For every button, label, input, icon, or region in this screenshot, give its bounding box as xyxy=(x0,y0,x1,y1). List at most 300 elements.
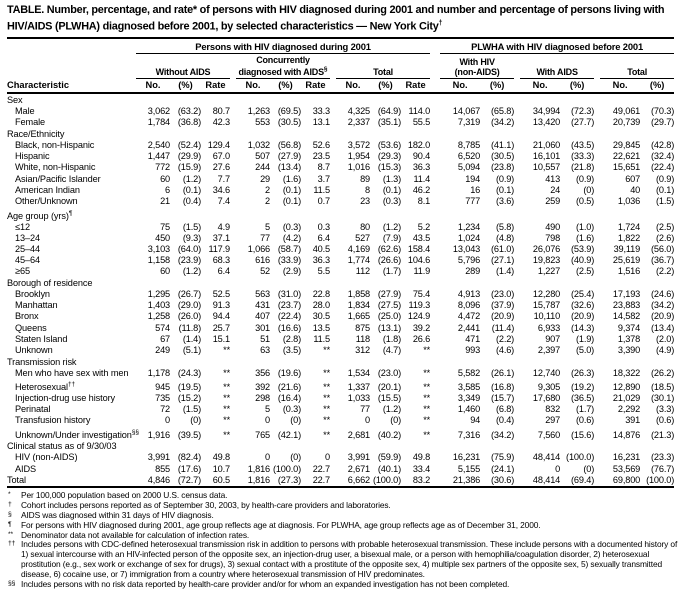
data-cell: 1,447 xyxy=(147,151,170,162)
row-label-cell xyxy=(7,393,131,404)
data-cell: (0.3) xyxy=(282,404,301,415)
data-cell: 18,322 xyxy=(612,367,641,378)
data-cell: 945 xyxy=(155,381,170,392)
table-row xyxy=(7,174,674,185)
column-gap xyxy=(430,323,440,334)
data-cell: 1,227 xyxy=(537,266,561,277)
table-row xyxy=(7,233,674,244)
section-header-row xyxy=(7,128,674,140)
data-cell: (22.4) xyxy=(651,162,675,173)
column-subgroup-label: Concurrently xyxy=(256,55,310,66)
data-cell: (1.2) xyxy=(182,266,201,277)
row-label-cell xyxy=(7,427,140,441)
data-cell: (30.6) xyxy=(491,474,515,485)
data-cell: 11.5 xyxy=(313,184,330,195)
row-label: HIV (non-AIDS) xyxy=(15,452,78,463)
column-gap xyxy=(430,106,440,117)
data-cell: 5,094 xyxy=(457,162,481,173)
data-cell: 413 xyxy=(545,173,561,184)
row-label-cell xyxy=(7,140,131,151)
column-subgroup-label: (non-AIDS) xyxy=(454,67,500,78)
column-subgroup-label: Total xyxy=(627,67,648,78)
table-row xyxy=(7,255,674,266)
data-cell: ** xyxy=(223,344,230,355)
data-cell: 68.3 xyxy=(212,255,230,266)
data-cell: (2.5) xyxy=(575,266,595,277)
footnote-marker: † xyxy=(8,500,12,508)
data-cell: 14,067 xyxy=(452,106,481,117)
data-cell: 1,033 xyxy=(347,393,370,404)
data-cell: (23.9) xyxy=(177,255,201,266)
data-cell: 21 xyxy=(160,195,170,206)
data-cell: (58.7) xyxy=(277,244,301,255)
total-row xyxy=(7,475,674,487)
data-cell: (29.9) xyxy=(177,151,201,162)
footnote xyxy=(7,580,682,590)
row-label: Unknown xyxy=(15,344,53,355)
column-subgroup-header xyxy=(236,54,330,79)
data-cell: 23.5 xyxy=(312,151,330,162)
table-body xyxy=(7,93,674,487)
data-cell: (65.8) xyxy=(491,106,515,117)
data-cell: ** xyxy=(223,367,230,378)
data-cell: (20.9) xyxy=(571,311,595,322)
column-gap xyxy=(430,233,440,244)
row-label-cell xyxy=(7,475,131,487)
footnote-text: Includes persons with no risk data reported by health-care provider and/or for whom an expanded investigation has not been completed. xyxy=(21,579,510,590)
data-cell: (1.8) xyxy=(382,333,401,344)
data-cell: 42.3 xyxy=(212,117,230,128)
data-cell: ** xyxy=(323,429,330,440)
row-label-cell xyxy=(7,106,131,117)
data-cell: 9,374 xyxy=(617,322,641,333)
data-cell: 2,540 xyxy=(147,140,170,151)
data-cell: (30.5) xyxy=(277,117,301,128)
data-cell: 3,585 xyxy=(457,381,481,392)
data-cell: ** xyxy=(423,415,431,426)
section-label: Race/Ethnicity xyxy=(7,128,65,139)
row-label: Injection-drug use history xyxy=(15,393,116,404)
data-cell: (0.9) xyxy=(575,173,595,184)
data-cell: (0) xyxy=(190,415,201,426)
data-cell: 2 xyxy=(265,195,270,206)
footnote-marker: §§ xyxy=(8,580,16,588)
data-cell: (72.3) xyxy=(571,106,595,117)
data-cell: 1,784 xyxy=(147,117,170,128)
data-cell: 69,800 xyxy=(612,474,641,485)
data-cell: (0.9) xyxy=(655,173,675,184)
data-cell: (33.9) xyxy=(277,255,301,266)
data-cell: (15.9) xyxy=(177,162,201,173)
data-cell: ** xyxy=(423,381,431,392)
data-cell: 0.7 xyxy=(317,195,330,206)
table-row xyxy=(7,289,674,300)
data-cell: ** xyxy=(423,404,431,415)
data-cell: 7.7 xyxy=(217,173,230,184)
data-cell: ** xyxy=(423,367,431,378)
footnote-text: For persons with HIV diagnosed during 2001, age group reflects age at diagnosis. For PLWHA, age group reflects age as of December 31, 2000. xyxy=(21,519,541,530)
column-header: No. xyxy=(236,79,270,94)
data-cell: 1,158 xyxy=(147,255,170,266)
column-gap xyxy=(430,311,440,322)
data-cell: ** xyxy=(223,404,230,415)
column-gap xyxy=(430,415,440,426)
data-cell: 574 xyxy=(155,322,170,333)
data-cell: 4.9 xyxy=(217,221,230,232)
section-label: Transmission risk xyxy=(7,356,77,367)
data-cell: 1,822 xyxy=(617,232,641,243)
row-label-cell xyxy=(7,368,131,379)
data-cell: (4.9) xyxy=(655,344,675,355)
table-row xyxy=(7,222,674,233)
data-cell: (23.8) xyxy=(491,162,515,173)
data-cell: 16,231 xyxy=(452,452,481,463)
data-cell: (34.2) xyxy=(491,117,515,128)
data-cell: (0.1) xyxy=(495,184,515,195)
table-row xyxy=(7,379,674,393)
data-cell: (0) xyxy=(583,463,595,474)
data-cell: (0.3) xyxy=(382,195,401,206)
data-cell: 15,787 xyxy=(532,300,561,311)
data-cell: 392 xyxy=(255,381,270,392)
footnote-marker: †† xyxy=(67,380,76,388)
data-cell: 13.5 xyxy=(312,322,330,333)
table-row xyxy=(7,345,674,356)
data-cell: 875 xyxy=(355,322,370,333)
data-cell: 67 xyxy=(160,333,170,344)
column-gap xyxy=(430,140,440,151)
data-cell: 0 xyxy=(555,463,561,474)
footnote-marker: §§ xyxy=(131,428,140,436)
data-cell: (39.5) xyxy=(177,429,201,440)
data-cell: (37.9) xyxy=(491,300,515,311)
data-cell: 563 xyxy=(255,289,270,300)
table-title-footnote-marker: † xyxy=(438,20,443,28)
data-cell: 298 xyxy=(255,393,270,404)
subgroup-header-row xyxy=(7,54,674,79)
section-header-row xyxy=(7,441,674,453)
data-cell: ** xyxy=(323,404,330,415)
data-cell: 259 xyxy=(545,195,561,206)
section-header-row xyxy=(7,278,674,290)
data-cell: 4,325 xyxy=(347,106,370,117)
data-cell: 391 xyxy=(625,415,641,426)
data-cell: 356 xyxy=(255,367,270,378)
column-header: No. xyxy=(520,79,560,94)
data-cell: 30.5 xyxy=(312,311,330,322)
data-cell: 39,119 xyxy=(613,244,641,255)
column-gap xyxy=(430,117,440,128)
data-cell: (35.1) xyxy=(377,117,401,128)
data-cell: (16.4) xyxy=(277,393,301,404)
data-cell: 0.3 xyxy=(317,221,330,232)
data-cell: 8.1 xyxy=(417,195,431,206)
row-label-cell xyxy=(7,311,131,322)
row-label: ≥65 xyxy=(15,266,30,277)
column-gap xyxy=(430,255,440,266)
data-cell: (64.0) xyxy=(177,244,201,255)
column-subgroup-label: Total xyxy=(373,67,393,78)
data-cell: (1.5) xyxy=(182,404,201,415)
data-cell: 1,295 xyxy=(147,289,170,300)
data-cell: (41.1) xyxy=(491,140,515,151)
data-cell: 19,823 xyxy=(532,255,561,266)
data-cell: 124.9 xyxy=(407,311,431,322)
data-cell: 60.5 xyxy=(212,474,230,485)
data-cell: 1,234 xyxy=(457,221,481,232)
data-cell: 1,954 xyxy=(347,151,370,162)
column-gap xyxy=(430,334,440,345)
data-cell: 616 xyxy=(255,255,270,266)
row-label: Heterosexual xyxy=(15,381,68,392)
data-cell: 33.4 xyxy=(412,463,431,474)
data-cell: (29.7) xyxy=(651,117,675,128)
data-cell: 5 xyxy=(265,221,270,232)
data-cell: (1.9) xyxy=(575,333,595,344)
data-cell: 77 xyxy=(260,232,270,243)
data-cell: (1.5) xyxy=(655,195,675,206)
data-cell: 7.4 xyxy=(217,195,230,206)
data-cell: 23,883 xyxy=(612,300,641,311)
data-cell: (27.1) xyxy=(491,255,515,266)
data-cell: 15.1 xyxy=(212,333,230,344)
data-cell: ** xyxy=(223,429,230,440)
data-cell: (24.6) xyxy=(651,289,675,300)
data-cell: 301 xyxy=(255,322,270,333)
column-gap xyxy=(430,475,440,487)
data-cell: 94.4 xyxy=(212,311,230,322)
column-gap xyxy=(430,196,440,207)
data-cell: (0) xyxy=(390,415,401,426)
data-cell: (53.9) xyxy=(571,244,595,255)
data-cell: 0 xyxy=(165,415,170,426)
data-cell: 6,520 xyxy=(457,151,481,162)
data-cell: 52 xyxy=(260,266,270,277)
data-cell: (1.6) xyxy=(575,232,595,243)
data-cell: (5.8) xyxy=(495,221,515,232)
data-cell: 22.8 xyxy=(312,289,330,300)
column-header: No. xyxy=(600,79,640,94)
data-cell: (0.1) xyxy=(282,184,301,195)
section-header-row xyxy=(7,207,674,222)
data-cell: 24 xyxy=(550,184,561,195)
data-cell: ** xyxy=(323,393,330,404)
data-cell: 117.9 xyxy=(208,244,230,255)
data-cell: 8,785 xyxy=(457,140,481,151)
data-cell: (21.6) xyxy=(277,381,301,392)
data-cell: 1,016 xyxy=(347,162,370,173)
data-cell: 14,876 xyxy=(612,429,641,440)
data-cell: 7,319 xyxy=(457,117,481,128)
data-cell: 1,460 xyxy=(457,404,481,415)
data-cell: (40.9) xyxy=(571,255,595,266)
row-label-cell xyxy=(7,334,131,345)
data-cell: (26.2) xyxy=(651,367,675,378)
column-header: Rate xyxy=(201,79,230,94)
data-cell: 2,681 xyxy=(347,429,370,440)
table-title-text: TABLE. Number, percentage, and rate* of persons with HIV diagnosed during 2001 and number and percentage of persons living with HIV/AIDS (PLWHA) diagnosed before 2001, by selected characteristics — New York City xyxy=(7,4,665,34)
data-cell: 16 xyxy=(470,184,481,195)
data-cell: (1.6) xyxy=(282,173,301,184)
data-cell: 450 xyxy=(155,232,170,243)
data-cell: (1.7) xyxy=(382,266,401,277)
column-header: (%) xyxy=(640,79,674,94)
data-cell: (19.2) xyxy=(571,381,595,392)
data-cell: (100.0) xyxy=(372,474,401,485)
column-header: (%) xyxy=(370,79,401,94)
data-cell: (27.5) xyxy=(377,300,401,311)
data-cell: 13.1 xyxy=(312,117,330,128)
data-cell: 119.3 xyxy=(408,300,431,311)
data-cell: 4,169 xyxy=(347,244,370,255)
column-subgroup-header xyxy=(136,54,230,79)
data-cell: 471 xyxy=(465,333,481,344)
data-cell: 194 xyxy=(465,173,481,184)
data-cell: 33.3 xyxy=(312,106,330,117)
data-cell: 3.7 xyxy=(317,173,330,184)
row-label-cell xyxy=(7,162,131,173)
table-row xyxy=(7,185,674,196)
data-cell: 29,845 xyxy=(612,140,641,151)
data-cell: (16.8) xyxy=(491,381,515,392)
data-cell: 6 xyxy=(165,184,170,195)
data-cell: 36.3 xyxy=(412,162,431,173)
data-cell: (0.4) xyxy=(495,415,515,426)
data-cell: 1,337 xyxy=(347,381,370,392)
data-cell: (9.3) xyxy=(182,232,201,243)
data-cell: (0.9) xyxy=(495,173,515,184)
data-cell: 3,349 xyxy=(457,393,481,404)
data-cell: 1,258 xyxy=(147,311,170,322)
footnote-marker: * xyxy=(8,490,11,498)
data-cell: 777 xyxy=(465,195,481,206)
data-cell: 7,560 xyxy=(537,429,561,440)
data-cell: (15.2) xyxy=(177,393,201,404)
table-row xyxy=(7,452,674,463)
data-cell: 129.4 xyxy=(207,140,230,151)
data-cell: 2 xyxy=(265,184,270,195)
data-cell: (24.1) xyxy=(491,463,515,474)
row-label-cell xyxy=(7,244,131,255)
data-cell: (4.7) xyxy=(382,344,401,355)
data-cell: (43.5) xyxy=(571,140,595,151)
data-cell: ** xyxy=(323,344,330,355)
data-cell: 249 xyxy=(155,344,170,355)
data-cell: (25.4) xyxy=(571,289,595,300)
data-cell: (56.8) xyxy=(277,140,301,151)
row-label: Transfusion history xyxy=(15,415,91,426)
data-cell: (53.6) xyxy=(377,140,401,151)
data-cell: 1,665 xyxy=(347,311,370,322)
footnotes xyxy=(7,491,682,590)
row-label-cell xyxy=(7,323,131,334)
column-subgroup-label: diagnosed with AIDS xyxy=(238,67,324,78)
data-cell: (20.9) xyxy=(651,311,675,322)
data-cell: 2,292 xyxy=(617,404,641,415)
data-cell: (25.0) xyxy=(377,311,401,322)
data-cell: (34.2) xyxy=(651,300,675,311)
footnote-text: Per 100,000 population based on 2000 U.S. census data. xyxy=(21,489,228,500)
data-cell: (61.0) xyxy=(491,244,515,255)
data-cell: ** xyxy=(423,393,431,404)
data-cell: (0) xyxy=(583,184,595,195)
data-cell: (23.3) xyxy=(651,452,675,463)
column-gap xyxy=(430,404,440,415)
data-cell: (1.0) xyxy=(575,221,595,232)
data-cell: (1.3) xyxy=(382,173,401,184)
column-gap xyxy=(430,427,440,441)
data-cell: (15.3) xyxy=(377,162,401,173)
column-gap xyxy=(430,174,440,185)
data-cell: 9,305 xyxy=(537,381,561,392)
data-cell: 2,337 xyxy=(347,117,370,128)
column-gap xyxy=(430,464,440,475)
data-cell: (0) xyxy=(290,452,301,463)
data-cell: (19.5) xyxy=(177,381,201,392)
table-row xyxy=(7,427,674,441)
data-cell: 3,390 xyxy=(617,344,641,355)
data-cell: 67.0 xyxy=(212,151,230,162)
data-cell: 11.4 xyxy=(413,173,431,184)
data-cell: 89 xyxy=(360,173,370,184)
data-cell: 1,178 xyxy=(147,367,170,378)
column-group-header: Persons with HIV diagnosed during 2001 xyxy=(136,38,430,54)
data-cell: (0.4) xyxy=(182,195,201,206)
row-label: 25–44 xyxy=(15,244,41,255)
data-cell: (20.9) xyxy=(491,311,515,322)
data-cell: (2.0) xyxy=(655,333,675,344)
corner-spacer xyxy=(7,38,136,54)
column-header: No. xyxy=(136,79,170,94)
data-cell: 118 xyxy=(355,333,370,344)
data-cell: (36.8) xyxy=(177,117,201,128)
data-cell: 8.7 xyxy=(317,162,330,173)
section-label: Clinical status as of 9/30/03 xyxy=(7,441,117,452)
row-label-cell xyxy=(7,222,131,233)
data-cell: (1.5) xyxy=(182,221,201,232)
data-cell: (0.5) xyxy=(575,195,595,206)
data-cell: 1,534 xyxy=(347,367,370,378)
data-cell: (42.1) xyxy=(277,429,301,440)
data-cell: 5 xyxy=(265,404,270,415)
row-label: American Indian xyxy=(15,184,80,195)
data-cell: (15.5) xyxy=(377,393,401,404)
data-cell: (100.0) xyxy=(272,463,301,474)
table-row xyxy=(7,196,674,207)
row-label-cell xyxy=(7,379,131,393)
row-label: Manhattan xyxy=(15,300,58,311)
row-label: Other/Unknown xyxy=(15,195,78,206)
data-cell: ** xyxy=(323,381,330,392)
data-cell: (27.9) xyxy=(377,289,401,300)
data-cell: 289 xyxy=(465,266,481,277)
footnote-marker: ¶ xyxy=(8,520,12,528)
data-cell: 735 xyxy=(155,393,170,404)
row-label: 45–64 xyxy=(15,255,41,266)
data-cell: (40.1) xyxy=(377,463,401,474)
data-cell: (64.9) xyxy=(377,106,401,117)
data-cell: (30.5) xyxy=(491,151,515,162)
data-cell: 22.7 xyxy=(312,463,330,474)
data-cell: 40.5 xyxy=(312,244,330,255)
footnote-marker: †† xyxy=(8,540,16,548)
data-cell: (21.8) xyxy=(571,162,595,173)
data-cell: (1.4) xyxy=(182,333,201,344)
data-cell: 104.6 xyxy=(407,255,431,266)
data-cell: 4,472 xyxy=(457,311,481,322)
data-cell: 29 xyxy=(260,173,270,184)
data-cell: (3.3) xyxy=(655,404,675,415)
